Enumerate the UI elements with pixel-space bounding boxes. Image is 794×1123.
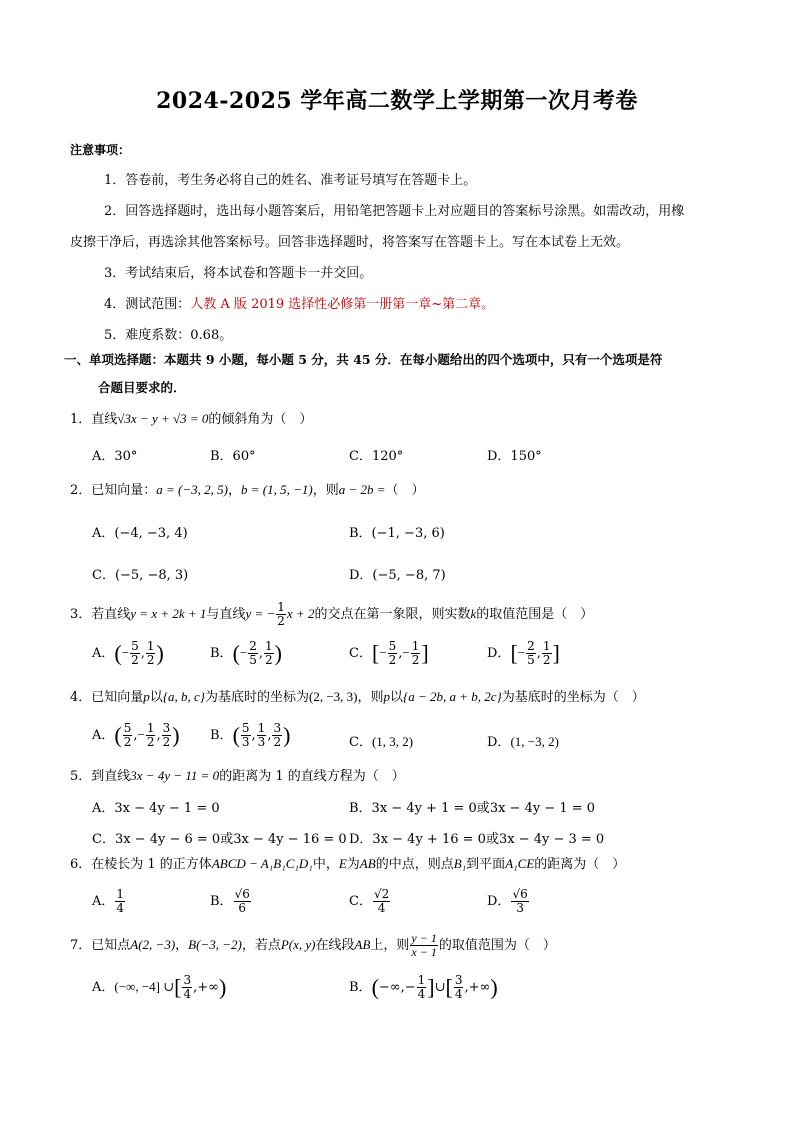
q7-stem-a: 7．已知点: [70, 938, 131, 953]
question-1-stem: [70, 410, 312, 429]
q5-option-c-2: 3x − 4y − 16 = 0: [233, 832, 347, 847]
q4-coord: (2, −3, 3): [308, 689, 358, 704]
q3-option-b-label: B．: [210, 646, 233, 661]
q4-option-c-label: C．: [349, 735, 372, 750]
q6-option-c-label: C．: [349, 894, 372, 909]
q4-option-a[interactable]: A．( $\frac{5}{2}$ ,− $\frac{1}{2}$ , $\frac{3}{2}$ ): [92, 721, 180, 749]
q3-option-d[interactable]: D．[− $\frac{2}{5}$ , $\frac{1}{2}$ ]: [487, 639, 560, 667]
question-7-stem: [70, 930, 556, 961]
q4-basis2: {a − 2b, a + b, 2c}: [403, 689, 502, 704]
notice-item-2-cont: 皮擦干净后，再选涂其他答案标号。回答非选择题时，将答案写在答题卡上。写在本试卷上无效。: [70, 235, 630, 250]
q7-stem-c: 在线段: [315, 938, 355, 953]
q2-option-a[interactable]: A．(−4, −3, 4): [92, 526, 188, 541]
q6-option-a[interactable]: A． $\frac{1}{4}$: [92, 887, 125, 915]
q3-stem-c: 的交点在第一象限，则实数: [314, 607, 471, 622]
q1-option-d[interactable]: D．150°: [487, 449, 542, 464]
q7-option-a[interactable]: A．(−∞, −4] ∪[ $\frac{3}{4}$ ,+∞): [92, 973, 227, 1001]
q7-segment-ab: AB: [354, 937, 371, 952]
q3-stem-a: 3．若直线: [70, 607, 131, 622]
notice-item-4-prefix: 4．测试范围：: [104, 297, 191, 312]
q5-stem-b: 的距离为 1 的直线方程为（ ）: [219, 769, 405, 784]
question-2-stem: [70, 481, 425, 500]
q7-option-b-label: B．: [349, 980, 372, 995]
q4-stem-b: 以: [149, 690, 163, 705]
q6-option-d-label: D．: [487, 894, 511, 909]
q5-option-d-2: 3x − 4y − 3 = 0: [498, 832, 605, 847]
q2-vector-b: b = (1, 5, −1): [241, 482, 313, 497]
q3-line2-a: y = −: [245, 606, 276, 621]
q7-sep: ，: [175, 938, 189, 953]
q1-option-a[interactable]: A．30°: [92, 449, 138, 464]
q6-plane: A₁CE: [505, 856, 535, 871]
q3-stem-d: 的取值范围是（ ）: [476, 607, 594, 622]
q6-cube: ABCD − A₁B₁C₁D₁: [211, 856, 313, 871]
q5-option-b-1: B．3x − 4y + 1 = 0: [349, 801, 477, 816]
q6-option-a-label: A．: [92, 894, 115, 909]
page-title: 2024-2025 学年高二数学上学期第一次月考卷: [156, 88, 638, 114]
q5-option-c[interactable]: [92, 828, 347, 847]
notice-item-2: 2．回答选择题时，选出每小题答案后，用铅笔把答题卡上对应题目的答案标号涂黑。如需改动，用橡: [104, 204, 685, 219]
q3-option-a-label: A．: [92, 646, 115, 661]
notice-item-3: 3．考试结束后，将本试卷和答题卡一并交回。: [104, 266, 373, 281]
q5-option-d-1: D．3x − 4y + 16 = 0: [349, 832, 486, 847]
q3-option-b[interactable]: B．(− $\frac{2}{5}$ , $\frac{1}{2}$ ): [210, 639, 282, 667]
q5-option-b-2: 3x − 4y − 1 = 0: [489, 801, 596, 816]
q4-option-d-value: (1, −3, 2): [510, 734, 559, 749]
q5-or-b: 或: [476, 801, 490, 816]
q7-stem-d: 上，则: [370, 938, 410, 953]
q7-point-a: A(2, −3): [130, 937, 176, 952]
q1-option-b[interactable]: B．60°: [210, 449, 256, 464]
q2-sep: ，: [227, 483, 241, 498]
q7-ratio: $\frac{y - 1}{x - 1}$: [411, 931, 437, 959]
q5-or-c: 或: [220, 832, 234, 847]
q2-option-b[interactable]: B．(−1, −3, 6): [349, 526, 445, 541]
q6-stem-b: 中，: [312, 857, 339, 872]
q7-option-a-value: (−∞, −4] ∪: [114, 979, 175, 994]
q1-expr: √3x − y + √3 = 0: [117, 411, 209, 426]
q4-stem-a: 4．已知向量: [70, 690, 144, 705]
q5-option-d[interactable]: [349, 828, 604, 847]
q1-stem-b: 的倾斜角为（ ）: [208, 412, 313, 427]
question-4-stem: [70, 688, 645, 707]
q5-stem-a: 5．到直线: [70, 769, 131, 784]
q6-option-c[interactable]: C． $\frac{√2}{4}$: [349, 887, 390, 915]
q4-option-d-label: D．: [487, 735, 511, 750]
q2-stem-a: 2．已知向量：: [70, 483, 157, 498]
q6-point-e: E: [338, 856, 347, 871]
q6-stem-c: 为: [346, 857, 360, 872]
q4-option-c[interactable]: [349, 731, 413, 750]
q4-stem-c: 为基底时的坐标为: [204, 690, 309, 705]
q4-option-a-label: A．: [92, 728, 115, 743]
q4-option-c-value: (1, 3, 2): [371, 734, 414, 749]
q2-stem-c: （ ）: [385, 483, 425, 498]
q4-vector-p: p: [143, 689, 150, 704]
q2-option-d[interactable]: D．(−5, −8, 7): [349, 568, 446, 583]
q1-option-c[interactable]: C．120°: [349, 449, 404, 464]
notice-heading: 注意事项：: [70, 143, 131, 157]
q4-stem-f: 为基底时的坐标为（ ）: [501, 690, 645, 705]
q3-option-d-label: D．: [487, 646, 511, 661]
q6-stem-d: 的中点，则点: [375, 857, 454, 872]
q5-expr: 3x − 4y − 11 = 0: [130, 768, 220, 783]
q7-option-b[interactable]: B．(−∞,− $\frac{1}{4}$ ]∪[ $\frac{3}{4}$ ,+∞): [349, 973, 498, 1001]
notice-item-4: [104, 296, 494, 314]
q4-stem-d: ，则: [357, 690, 384, 705]
q7-option-a-label: A．: [92, 980, 115, 995]
q2-option-c[interactable]: C．(−5, −8, 3): [92, 568, 189, 583]
q2-stem-b: ，则: [312, 483, 339, 498]
q3-k: k: [470, 606, 477, 621]
q5-or-d: 或: [485, 832, 499, 847]
notice-item-5: 5．难度系数：0.68。: [104, 328, 233, 343]
q6-option-d[interactable]: D． $\frac{√6}{3}$: [487, 887, 528, 915]
q3-line2-b: x + 2: [286, 606, 315, 621]
q5-option-a[interactable]: A．3x − 4y − 1 = 0: [92, 801, 220, 816]
q3-option-c-label: C．: [349, 646, 372, 661]
q6-stem-f: 的距离为（ ）: [534, 857, 626, 872]
q2-vector-a: a = (−3, 2, 5): [156, 482, 228, 497]
q3-option-a[interactable]: A．(− $\frac{5}{2}$ , $\frac{1}{2}$ ): [92, 639, 164, 667]
question-5-stem: [70, 767, 405, 786]
section-heading: 一、单项选择题：本题共 9 小题，每小题 5 分，共 45 分．在每小题给出的四个选项中，只有一个选项是符: [64, 352, 663, 367]
q6-stem-a: 6．在棱长为 1 的正方体: [70, 857, 212, 872]
q4-option-b[interactable]: B．( $\frac{5}{3}$ , $\frac{1}{3}$ , $\frac{3}{2}$ ): [210, 721, 291, 749]
q3-line1: y = x + 2k + 1: [130, 606, 207, 621]
q3-frac-half: $\frac{1}{2}$: [277, 600, 285, 628]
q4-stem-e: 以: [390, 690, 404, 705]
q6-option-b-label: B．: [210, 894, 233, 909]
q7-point-b: B(−3, −2): [188, 937, 242, 952]
notice-item-4-range: 人教 A 版 2019 选择性必修第一册第一章~第二章。: [190, 297, 495, 312]
question-3-stem: [70, 599, 593, 630]
q5-option-c-1: C．3x − 4y − 6 = 0: [92, 832, 221, 847]
q3-stem-b: 与直线: [206, 607, 246, 622]
q7-point-p: P(x, y): [280, 937, 316, 952]
question-6-stem: [70, 855, 625, 874]
q6-option-b[interactable]: B． $\frac{√6}{6}$: [210, 887, 250, 915]
q4-basis1: {a, b, c}: [162, 689, 205, 704]
q6-segment-ab: AB: [359, 856, 376, 871]
q3-option-c[interactable]: C．[− $\frac{5}{2}$ ,− $\frac{1}{2}$ ]: [349, 639, 429, 667]
q6-point-b1: B₁: [453, 856, 467, 871]
q5-option-b[interactable]: [349, 797, 595, 816]
section-heading-cont: 合题目要求的．: [98, 380, 186, 395]
q4-option-b-label: B．: [210, 728, 233, 743]
q1-stem-a: 1．直线: [70, 412, 118, 427]
notice-item-1: 1．答卷前，考生务必将自己的姓名、准考证号填写在答题卡上。: [104, 173, 477, 188]
q2-expr: a − 2b =: [338, 482, 386, 497]
q7-stem-b: ，若点: [241, 938, 281, 953]
q4-option-d[interactable]: [487, 731, 559, 750]
q6-stem-e: 到平面: [466, 857, 506, 872]
q7-stem-e: 的取值范围为（ ）: [438, 938, 556, 953]
q4-vector-p2: p: [383, 689, 390, 704]
